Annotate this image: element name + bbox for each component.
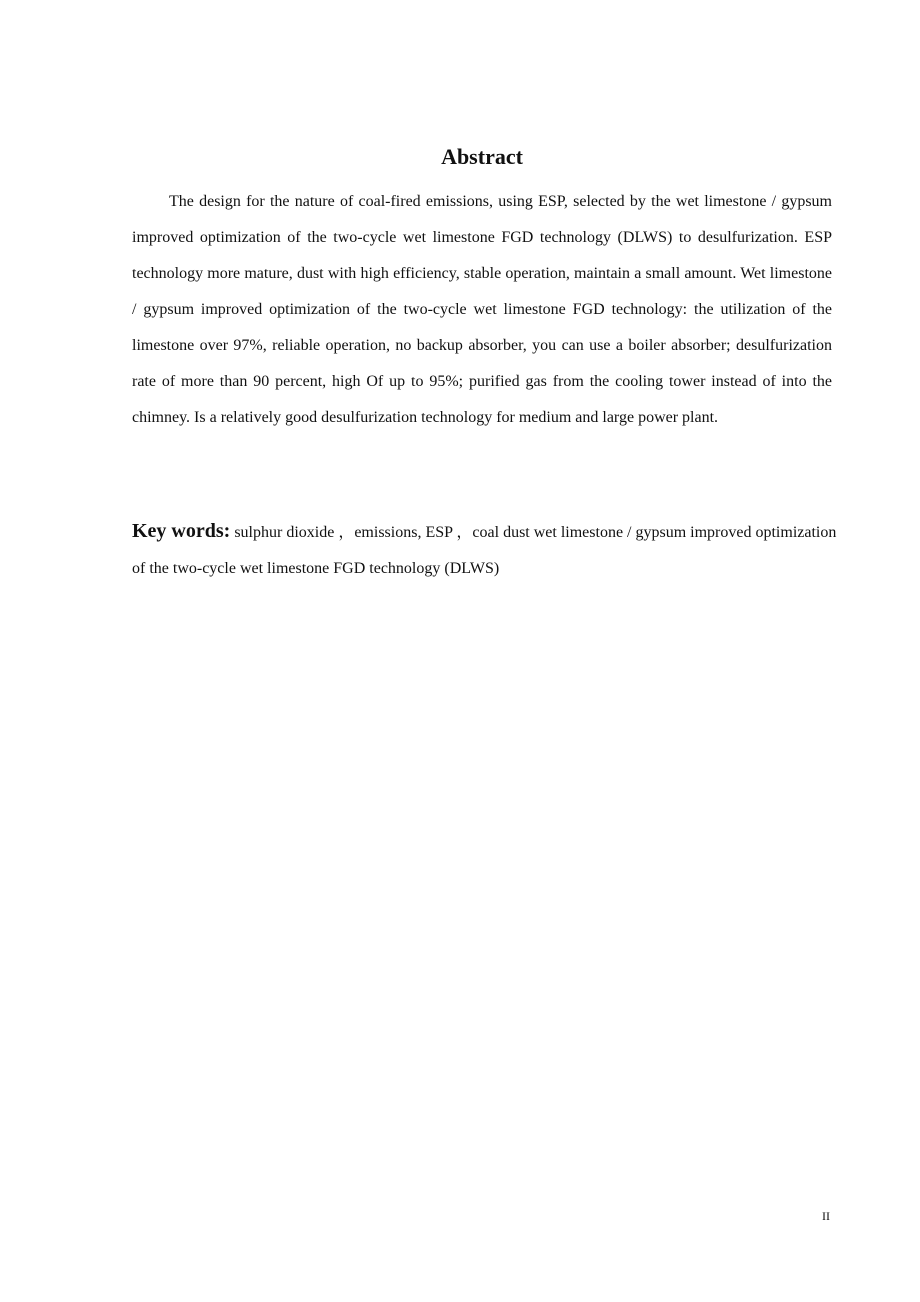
keywords-label: Key words: bbox=[132, 520, 231, 542]
keywords-paragraph bbox=[132, 513, 846, 587]
abstract-title: Abstract bbox=[441, 144, 523, 169]
abstract-body: The design for the nature of coal-fired emissions, using ESP, selected by the wet limestone / gypsum improved optimization of the two-cycle wet limestone FGD technology (DLWS) to desulfurization. ESP technology more mature, dust with high efficiency, stable operation, maintain a small amount. Wet limestone / gypsum improved optimization of the two-cycle wet limestone FGD technology: the utilization of the limestone over 97%, reliable operation, no backup absorber, you can use a boiler absorber; desulfurization rate of more than 90 percent, high Of up to 95%; purified gas from the cooling tower instead of into the chimney. Is a relatively good desulfurization technology for medium and large power plant. bbox=[132, 193, 832, 426]
page-number: II bbox=[822, 1209, 830, 1223]
keywords-text: sulphur dioxide ，emissions, ESP ，coal dust wet limestone / gypsum improved optimization of the two-cycle wet limestone FGD technology (DLWS) bbox=[132, 524, 837, 577]
